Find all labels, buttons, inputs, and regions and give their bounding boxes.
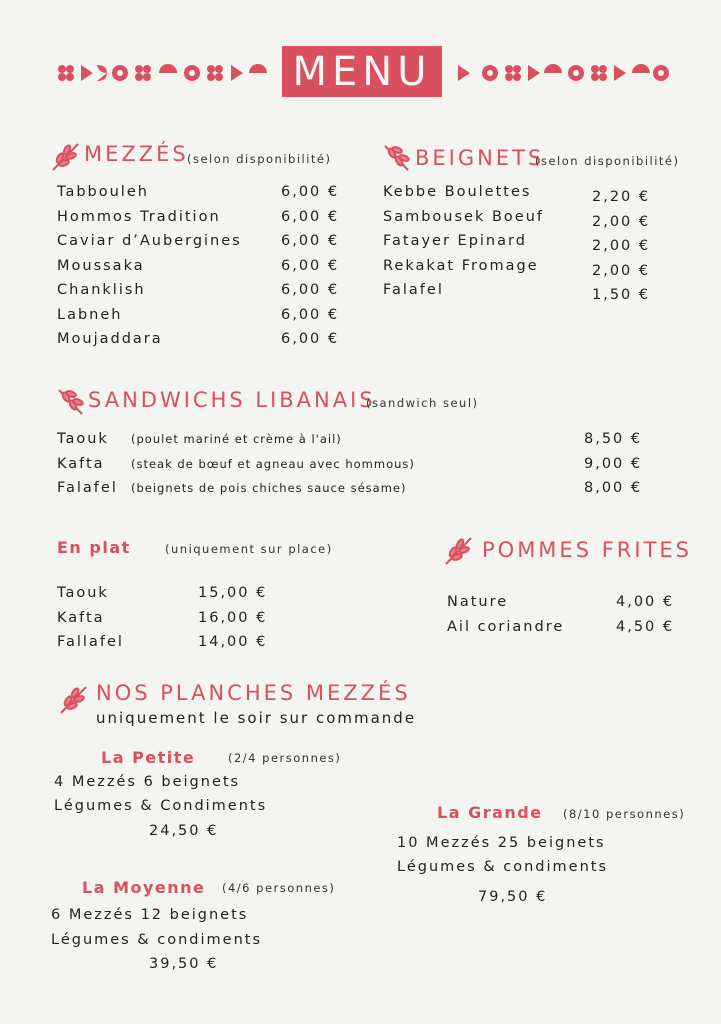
item-description: (steak de bœuf et agneau avec hommous) — [131, 456, 415, 471]
moyenne-line1: 6 Mezzés 12 beignets — [51, 907, 249, 923]
list-item: Falafel — [57, 480, 118, 496]
item-price: 2,00 € — [592, 213, 651, 230]
grande-line1: 10 Mezzés 25 beignets — [397, 835, 606, 851]
petite-people: (2/4 personnes) — [228, 751, 342, 765]
list-item: Hommos Tradition — [57, 208, 221, 225]
sandwichs-prices — [584, 427, 642, 501]
pattern-icon — [456, 62, 670, 84]
grande-line2: Légumes & condiments — [397, 859, 609, 875]
petite-title: La Petite — [101, 748, 196, 767]
sandwichs-descs — [131, 427, 415, 501]
item-price: 16,00 € — [198, 609, 268, 626]
frites-prices — [616, 590, 674, 639]
beignets-title: BEIGNETS — [415, 146, 545, 170]
list-item: Taouk — [57, 585, 109, 601]
leaf-icon — [382, 142, 414, 174]
mezzes-prices — [281, 180, 339, 352]
list-item: Taouk — [57, 431, 109, 447]
pattern-icon — [55, 62, 267, 84]
petite-line2: Légumes & Condiments — [54, 798, 268, 814]
moyenne-price: 39,50 € — [149, 956, 219, 972]
decorative-pattern-left — [55, 62, 267, 84]
list-item: Moujaddara — [57, 331, 163, 347]
planches-title: NOS PLANCHES MEZZÉS — [96, 681, 411, 705]
list-item: Moussaka — [57, 257, 145, 274]
list-item: Sambousek Boeuf — [383, 208, 544, 225]
en-plat-note: (uniquement sur place) — [165, 542, 333, 556]
grande-title: La Grande — [437, 803, 543, 822]
item-price: 6,00 € — [281, 233, 340, 249]
item-description: (beignets de pois chiches sauce sésame) — [131, 481, 407, 495]
list-item: Nature — [447, 594, 509, 610]
item-price: 15,00 € — [198, 585, 268, 601]
beignets-list — [383, 180, 544, 303]
item-price: 8,00 € — [584, 480, 643, 496]
item-price: 2,00 € — [592, 238, 651, 254]
petite-line1: 4 Mezzés 6 beignets — [54, 774, 241, 790]
list-item: Kafta — [57, 455, 105, 472]
grande-people: (8/10 personnes) — [563, 807, 686, 821]
list-item: Chanklish — [57, 282, 146, 298]
moyenne-title: La Moyenne — [82, 878, 206, 897]
moyenne-line2: Légumes & condiments — [51, 932, 263, 948]
item-price: 8,50 € — [584, 431, 643, 447]
list-item: Kebbe Boulettes — [383, 184, 532, 200]
list-item: Tabbouleh — [57, 184, 149, 200]
frites-title: POMMES FRITES — [482, 538, 692, 562]
item-price: 6,00 € — [281, 257, 340, 274]
list-item: Fatayer Epinard — [383, 233, 527, 249]
decorative-pattern-right — [456, 62, 670, 84]
item-price: 6,00 € — [281, 331, 340, 347]
list-item: Kafta — [57, 609, 105, 626]
leaf-icon — [56, 386, 88, 418]
list-item: Fallafel — [57, 634, 124, 650]
mezzes-note: (selon disponibilité) — [187, 152, 332, 166]
item-description: (poulet mariné et crème à l'ail) — [131, 432, 342, 446]
list-item: Ail coriandre — [447, 618, 565, 635]
list-item: Rekakat Fromage — [383, 257, 539, 274]
mezzes-list — [57, 180, 242, 352]
sandwichs-note: (sandwich seul) — [366, 396, 479, 410]
planches-subtitle: uniquement le soir sur commande — [96, 709, 417, 727]
menu-title: MENU — [282, 46, 442, 97]
sandwichs-names — [57, 427, 118, 501]
petite-price: 24,50 € — [149, 823, 219, 839]
item-price: 6,00 € — [281, 184, 340, 200]
item-price: 6,00 € — [281, 282, 340, 298]
beignets-note: (selon disponibilité) — [535, 154, 680, 168]
item-price: 2,00 € — [592, 262, 651, 279]
item-price: 4,00 € — [616, 594, 675, 610]
item-price: 4,50 € — [616, 618, 675, 635]
grande-price: 79,50 € — [478, 889, 548, 905]
en-plat-title: En plat — [57, 538, 131, 557]
item-price: 14,00 € — [198, 634, 268, 650]
leaf-icon — [50, 140, 82, 172]
mezzes-title: MEZZÉS — [84, 142, 189, 166]
list-item: Caviar d’Aubergines — [57, 233, 242, 249]
moyenne-people: (4/6 personnes) — [222, 881, 336, 895]
list-item: Labneh — [57, 306, 123, 323]
item-price: 9,00 € — [584, 455, 643, 472]
leaf-icon — [443, 534, 475, 566]
item-price: 6,00 € — [281, 208, 340, 225]
item-price: 1,50 € — [592, 287, 651, 303]
sandwichs-title: SANDWICHS LIBANAIS — [88, 388, 376, 412]
item-price: 6,00 € — [281, 306, 340, 323]
en-plat-list — [57, 581, 124, 655]
frites-list — [447, 590, 564, 639]
list-item: Falafel — [383, 282, 444, 298]
leaf-icon — [58, 683, 90, 715]
item-price: 2,20 € — [592, 189, 651, 205]
beignets-prices — [592, 185, 650, 308]
en-plat-prices — [198, 581, 267, 655]
